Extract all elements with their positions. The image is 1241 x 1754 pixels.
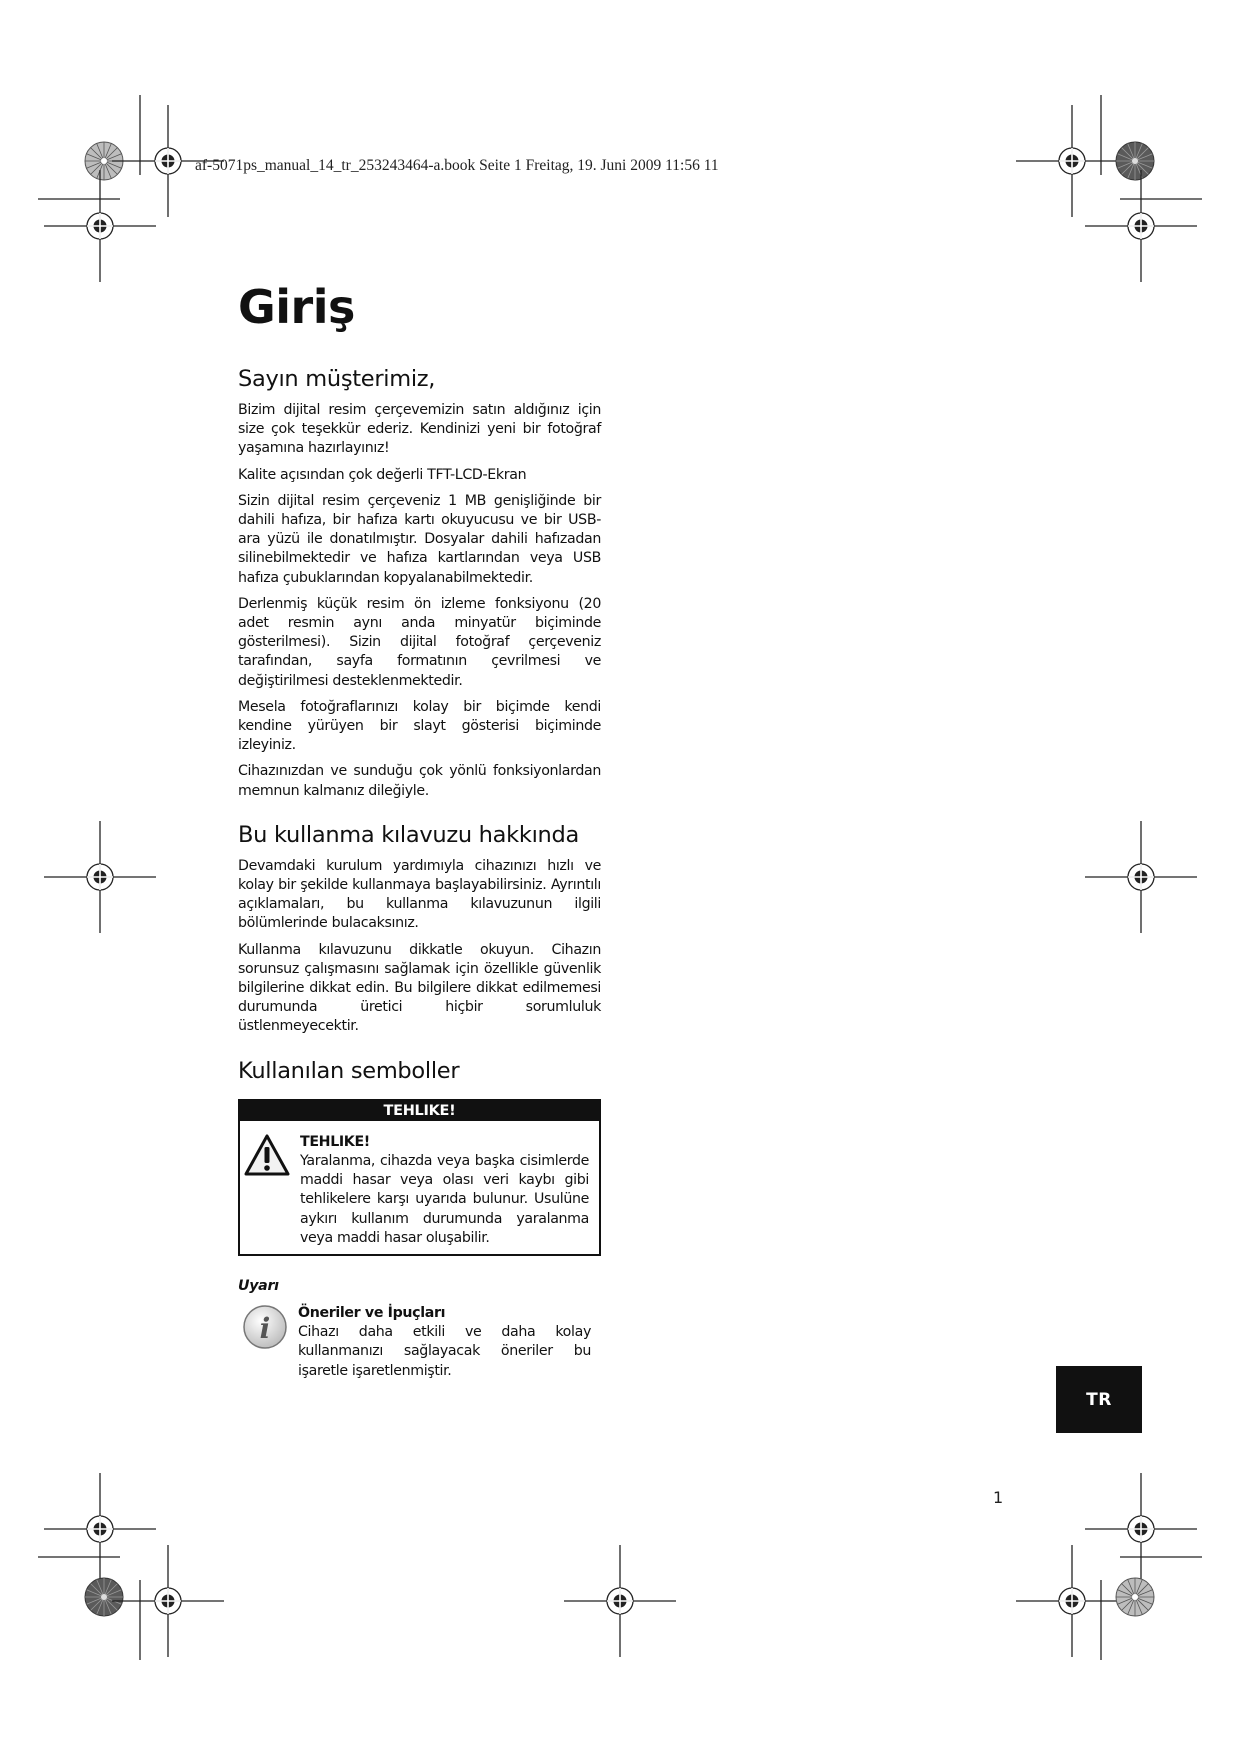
danger-title: TEHLIKE! [300,1133,370,1150]
paragraph: Derlenmiş küçük resim ön izleme fonksiyonu (20 adet resmin aynı anda minyatür biçiminde gösterilmesi). Sizin dijital fotoğraf çerçeveniz tarafından, sayfa formatının çevrilmesi ve değiştirilmesi desteklenmektedir. [238,595,601,689]
note-title: Öneriler ve İpuçları [298,1304,446,1321]
section-heading: Sayın müşterimiz, [238,366,436,392]
danger-text: Yaralanma, cihazda veya başka cisimlerde maddi hasar veya olası veri kaybı gibi tehlikelere karşı uyarıda bulunur. Usulüne aykırı kullanım durumunda yaralanma veya maddi hasar oluşabilir. [300,1152,589,1246]
note-label: Uyarı [238,1277,279,1294]
svg-text:i: i [259,1311,271,1345]
info-icon [242,1304,298,1381]
note-text: Cihazı daha etkili ve daha kolay kullanmanızı sağlayacak öneriler bu işaretle işaretlenmiştir. [298,1324,591,1379]
page-title: Giriş [238,280,355,334]
section-heading: Kullanılan semboller [238,1057,460,1084]
main-content [238,282,601,1381]
section-symbols [238,1058,601,1381]
language-badge: TR [1056,1366,1142,1433]
paragraph: Cihazınızdan ve sunduğu çok yönlü fonksiyonlardan memnun kalmanız dileğiyle. [238,763,601,799]
paragraph: Bizim dijital resim çerçevemizin satın aldığınız için size çok teşekkür ederiz. Kendinizi yeni bir fotoğraf yaşamına hazırlayınız! [238,402,601,457]
danger-box-header: TEHLIKE! [240,1101,599,1121]
paragraph: Mesela fotoğraflarınızı kolay bir biçimde kendi kendine yürüyen bir slayt gösterisi biçiminde izleyiniz. [238,698,601,754]
paragraph: Kullanma kılavuzunu dikkatle okuyun. Cihazın sorunsuz çalışmasını sağlamak için özellikle güvenlik bilgilerine dikkat edin. Bu bilgilere dikkat edilmemesi durumunda üretici hiçbir sorumluluk üstlenmeyecektir. [238,941,601,1035]
section-heading: Bu kullanma kılavuzu hakkında [238,821,579,848]
paragraph: Kalite açısından çok değerli TFT-LCD-Ekran [238,466,527,483]
paragraph: Devamdaki kurulum yardımıyla cihazınızı hızlı ve kolay bir şekilde kullanmaya başlayabilirsiniz. Ayrıntılı açıklamaları, bu kullanma kılavuzunun ilgili bölümlerinde bulacaksınız. [238,857,601,932]
note-box [238,1304,601,1381]
paragraph: Sizin dijital resim çerçeveniz 1 MB genişliğinde bir dahili hafıza, bir hafıza kartı okuyucusu ve bir USB-ara yüzü ile donatılmıştır. Dosyalar dahili hafızadan silinebilmektedir ve hafıza kartlarından veya USB hafıza çubuklarından kopyalanabilmektedir. [238,492,601,586]
danger-box [238,1099,601,1256]
page-number: 1 [993,1488,1004,1507]
section-greeting [238,366,601,801]
section-about-manual [238,822,601,1037]
warning-triangle-icon [244,1133,300,1248]
book-header-line: af-5071ps_manual_14_tr_253243464-a.book Seite 1 Freitag, 19. Juni 2009 11:56 11 [195,157,719,174]
